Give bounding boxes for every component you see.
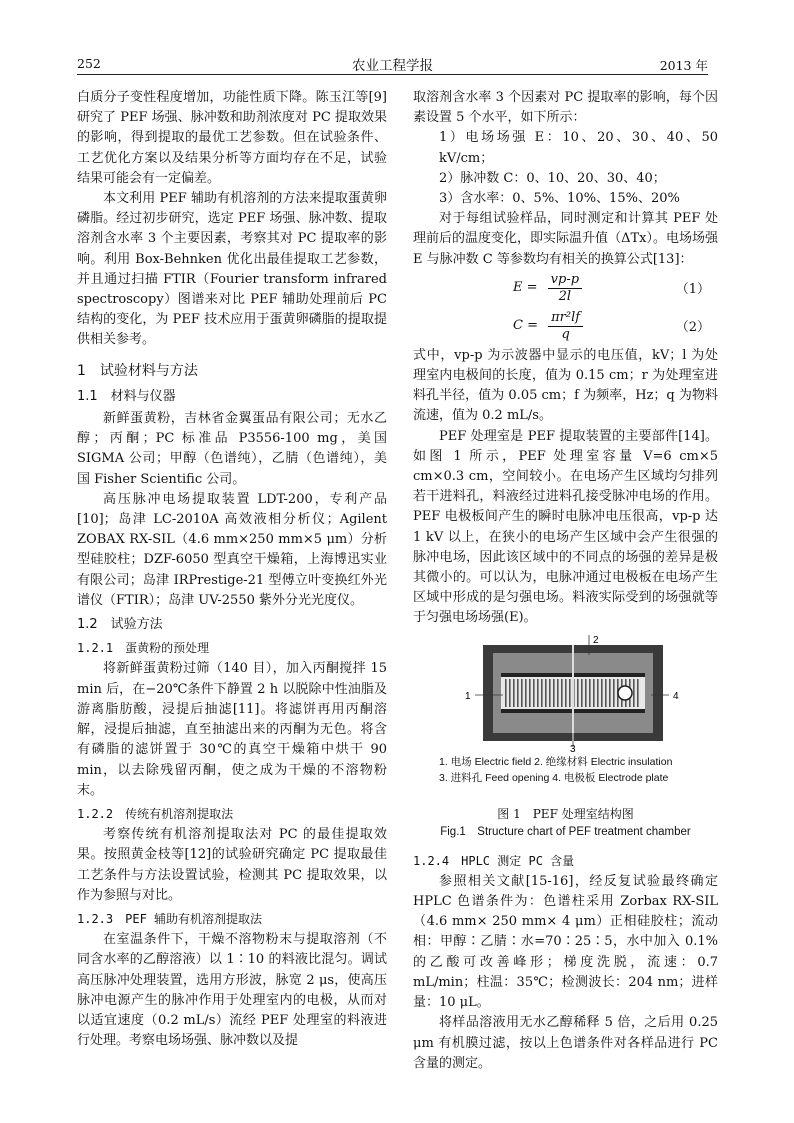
- subsection-heading: 1.2 试验方法: [77, 617, 163, 633]
- feed-opening: [549, 679, 551, 707]
- paragraph: 白质分子变性程度增加，功能性质下降。陈玉江等[9]研究了 PEF 场强、脉冲数和助剂浓度对 PC 提取效果的影响，得到提取的最优工艺参数。但在试验条件、工艺优化方案以及结果分析等方面均存在不足，试验结果可能会有一定偏差。: [77, 90, 387, 186]
- equation-number: （1）: [675, 281, 710, 297]
- paragraph: 本文利用 PEF 辅助有机溶剂的方法来提取蛋黄卵磷脂。经过初步研究，选定 PEF 场强、脉冲数、提取溶剂含水率 3 个主要因素，考察其对 PC 提取率的影响。利用 Box-Behnken 优化出最佳提取工艺参数，并且通过扫描 FTIR（Fourier transform infrared spectroscopy）图谱来对比 PEF 辅助处理前后 PC 结构的变化，为 PEF 技术应用于蛋黄卵磷脂的提取提供相关参考。: [77, 191, 387, 348]
- feed-opening-marker: [618, 686, 632, 700]
- list-item: 2）脉冲数 C：0、10、20、30、40；: [439, 170, 666, 186]
- feed-opening: [517, 679, 519, 707]
- feed-opening: [505, 679, 507, 707]
- left-column: [77, 88, 387, 1051]
- page-header: [77, 52, 708, 75]
- equation-2: [413, 308, 718, 346]
- feed-opening: [521, 679, 523, 707]
- feed-opening: [565, 679, 567, 707]
- feed-opening: [509, 679, 511, 707]
- list-item: 3）含水率：0、5%、10%、15%、20%: [439, 191, 680, 207]
- feed-opening: [557, 679, 559, 707]
- feed-opening: [541, 679, 543, 707]
- paragraph: 新鲜蛋黄粉，吉林省金翼蛋品有限公司；无水乙醇；丙酮；PC 标准品 P3556-100 mg，美国 SIGMA 公司；甲醇（色谱纯），乙腈（色谱纯），美国 Fisher Scientific 公司。: [77, 411, 387, 487]
- feed-opening: [601, 679, 603, 707]
- fig-label-1: 1: [465, 690, 471, 702]
- equation-numerator: πr²lf: [548, 310, 583, 327]
- paragraph: 取溶剂含水率 3 个因素对 PC 提取率的影响，每个因素设置 5 个水平，如下所示：: [413, 90, 718, 126]
- paragraph: 参照相关文献[15-16]，经反复试验最终确定 HPLC 色谱条件为：色谱柱采用 Zorbax RX-SIL（4.6 mm× 250 mm× 4 μm）正相硅胶柱；流动相：甲醇∶乙腈∶水=70∶25∶5，水中加入 0.1%的乙酸可改善峰形；梯度洗脱，流速：0.7 mL/min；柱温：35℃；检测波长：204 nm；进样量：10 μL。: [413, 873, 718, 1011]
- pef-chamber-diagram: [413, 633, 718, 753]
- feed-opening: [577, 679, 579, 707]
- feed-opening: [525, 679, 527, 707]
- paragraph: 式中，vp-p 为示波器中显示的电压值，kV；l 为处理室内电极间的长度，值为 0.15 cm；r 为处理室进料孔半径，值为 0.05 cm；f 为频率，Hz；q 为物料流速，值为 0.2 mL/s。: [413, 347, 718, 424]
- feed-opening: [537, 679, 539, 707]
- fig-label-4: 4: [673, 690, 679, 702]
- paragraph: PEF 处理室是 PEF 提取装置的主要部件[14]。如图 1 所示，PEF 处理室容量 V=6 cm×5 cm×0.3 cm，空间较小。在电场产生区域均匀排列若干进料孔，料液经过进料孔接受脉冲电场的作用。PEF 电极板间产生的瞬时电脉冲电压很高，vp-p 达 1 kV 以上，在狭小的电场产生区域中会产生很强的脉冲电场，因此该区域中的不同点的场强的差异是极其微小的。可以认为，电脉冲通过电极板在电场产生区域中形成的是匀强电场。料液实际受到的场强就等于匀强电场场强(E)。: [413, 428, 718, 626]
- feed-opening: [529, 679, 531, 707]
- subsubsection-heading: 1.2.4 HPLC 测定 PC 含量: [413, 853, 575, 868]
- paragraph: 对于每组试验样品，同时测定和计算其 PEF 处理前后的温度变化，即实际温升值（ΔTx）。电场场强 E 与脉冲数 C 等参数均有相关的换算公式[13]：: [413, 211, 718, 267]
- equation-1: [413, 270, 718, 308]
- figure-legend-2: 3. 进料孔 Feed opening 4. 电极板 Electrode plate: [439, 771, 669, 784]
- figure-1: [413, 633, 718, 799]
- subsubsection-heading: 1.2.1 蛋黄粉的预处理: [77, 641, 210, 656]
- journal-name: 农业工程学报: [352, 58, 433, 74]
- feed-opening: [637, 679, 639, 707]
- feed-opening: [513, 679, 515, 707]
- feed-opening: [597, 679, 599, 707]
- equation-numerator: vp-p: [548, 272, 582, 289]
- subsection-heading: 1.1 材料与仪器: [77, 388, 176, 404]
- publication-year: 2013 年: [659, 58, 708, 73]
- figure-title-en: Fig.1 Structure chart of PEF treatment chamber: [440, 825, 691, 838]
- feed-opening: [581, 679, 583, 707]
- equation-denominator: 2l: [558, 288, 572, 304]
- list-item: 1）电场场强 E：10、20、30、40、50 kV/cm；: [439, 130, 718, 166]
- equation-denominator: q: [561, 326, 570, 342]
- feed-opening: [553, 679, 555, 707]
- feed-opening: [561, 679, 563, 707]
- paragraph: 将新鲜蛋黄粉过筛（140 目），加入丙酮搅拌 15 min 后，在−20℃条件下静置 2 h 以脱除中性油脂及游离脂肪酸，浸提后抽滤[11]。将滤饼再用丙酮溶解，浸提后抽滤，直至抽滤出来的丙酮为无色。将含有磷脂的滤饼置于 30℃的真空干燥箱中烘干 90 min，以去除残留丙酮，使之成为干燥的不溶物粉末。: [77, 661, 387, 798]
- feed-opening: [545, 679, 547, 707]
- right-column: [413, 88, 718, 1074]
- equation-lhs: E =: [513, 280, 538, 296]
- paragraph: 在室温条件下，干燥不溶物粉末与提取溶剂（不同含水率的乙醇溶液）以 1∶10 的料液比混匀。调试高压脉冲处理装置，选用方形波，脉宽 2 μs，使高压脉冲电源产生的脉冲作用于处理室内的电极，从而对以适宜速度（0.2 mL/s）流经 PEF 处理室的料液进行处理。考察电场场强、脉冲数以及提: [77, 932, 387, 1049]
- fig-label-3: 3: [570, 743, 576, 753]
- paragraph: 考察传统有机溶剂提取法对 PC 的最佳提取效果。按照黄金枝等[12]的试验研究确定 PC 提取最佳工艺条件与方法设置试验，检测其 PC 提取效果，以作为参照与对比。: [77, 827, 387, 903]
- feed-opening: [613, 679, 615, 707]
- subsubsection-heading: 1.2.3 PEF 辅助有机溶剂提取法: [77, 911, 263, 926]
- feed-opening: [533, 679, 535, 707]
- paragraph: 高压脉冲电场提取装置 LDT-200，专利产品[10]；岛津 LC-2010A 高效液相分析仪；Agilent ZOBAX RX-SIL（4.6 mm×250 mm×5 μm）分析型硅胶柱；DZF-6050 型真空干燥箱，上海博迅实业有限公司；岛津 IRPrestige-21 型傅立叶变换红外光谱仪（FTIR）；岛津 UV-2550 紫外分光光度仪。: [77, 491, 387, 608]
- feed-opening: [609, 679, 611, 707]
- figure-legend-1: 1. 电场 Electric field 2. 绝缘材料 Electric insulation: [439, 755, 673, 768]
- feed-opening: [633, 679, 635, 707]
- feed-opening: [569, 679, 571, 707]
- subsubsection-heading: 1.2.2 传统有机溶剂提取法: [77, 806, 234, 821]
- feed-opening: [605, 679, 607, 707]
- fig-label-2: 2: [593, 634, 599, 646]
- page-number: 252: [77, 56, 101, 71]
- section-heading: 1 试验材料与方法: [77, 362, 198, 379]
- feed-opening: [585, 679, 587, 707]
- paragraph: 将样品溶液用无水乙醇稀释 5 倍，之后用 0.25 μm 有机膜过滤，按以上色谱条件对各样品进行 PC 含量的测定。: [413, 1015, 718, 1071]
- equation-number: （2）: [675, 319, 710, 335]
- feed-opening: [593, 679, 595, 707]
- figure-title-cn: 图 1 PEF 处理室结构图: [497, 806, 634, 821]
- equation-lhs: C =: [513, 318, 538, 334]
- feed-opening: [589, 679, 591, 707]
